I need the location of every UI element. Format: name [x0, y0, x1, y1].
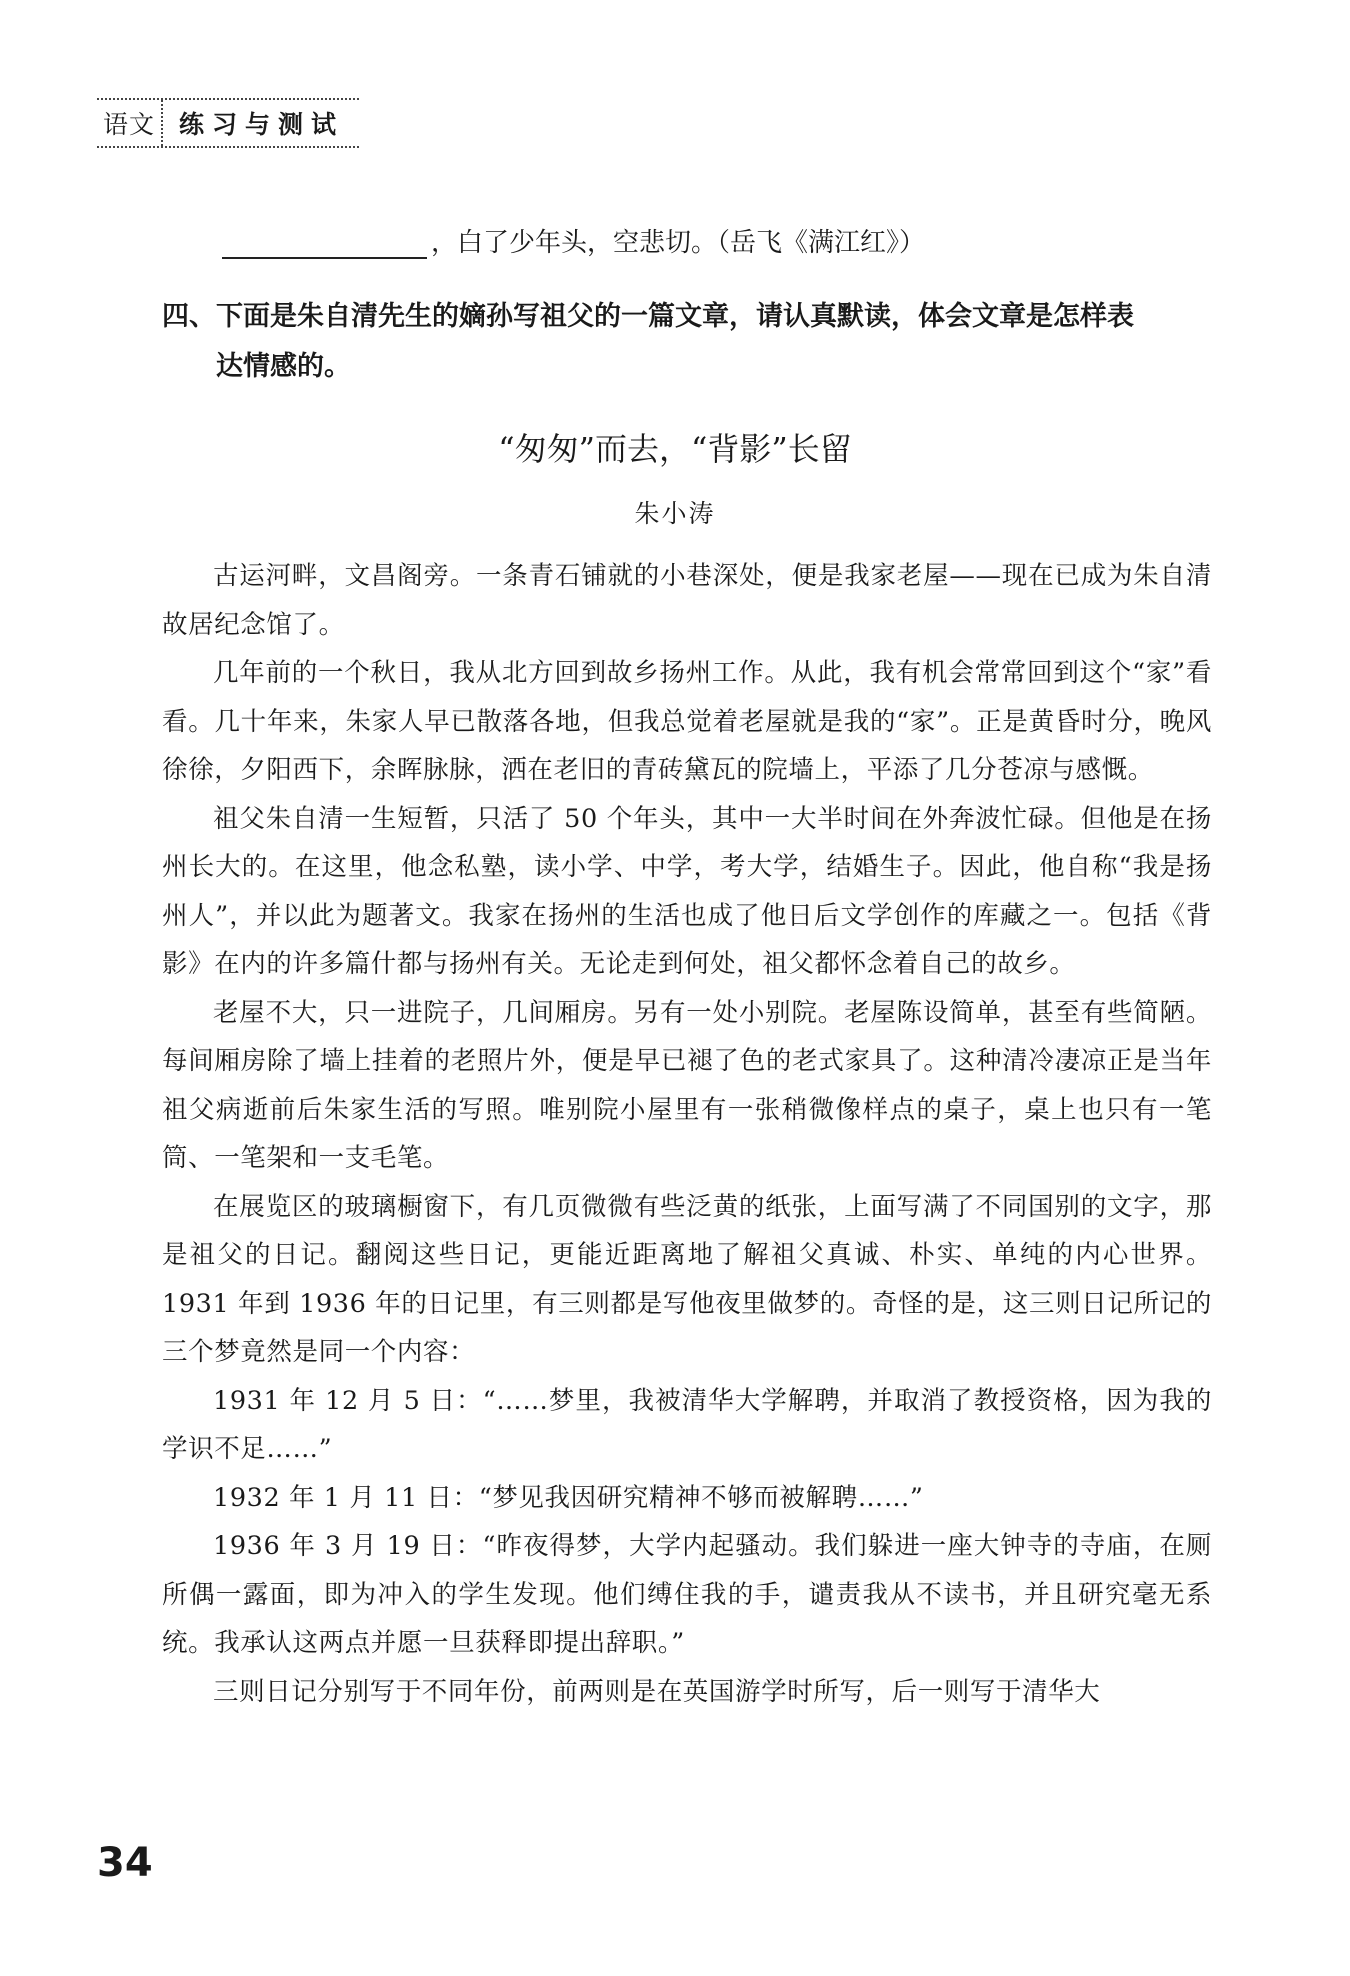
paragraph: 1936 年 3 月 19 日：“昨夜得梦，大学内起骚动。我们躲进一座大钟寺的寺庙，在厕所偶一露面，即为冲入的学生发现。他们缚住我的手，谴责我从不读书，并且研究毫无系统。我承认这两点并愿一旦获释即提出辞职。”: [162, 1531, 1212, 1658]
page-number: 34: [97, 1840, 153, 1886]
fill-in-blank[interactable]: [222, 229, 427, 259]
question-four: [162, 292, 1212, 392]
paragraph: 祖父朱自清一生短暂，只活了 50 个年头，其中一大半时间在外奔波忙碌。但他是在扬州长大的。在这里，他念私塾，读小学、中学，考大学，结婚生子。因此，他自称“我是扬州人”，并以此为题著文。我家在扬州的生活也成了他日后文学创作的库藏之一。包括《背影》在内的许多篇什都与扬州有关。无论走到何处，祖父都怀念着自己的故乡。: [162, 803, 1212, 979]
paragraph: 几年前的一个秋日，我从北方回到故乡扬州工作。从此，我有机会常常回到这个“家”看看。几十年来，朱家人早已散落各地，但我总觉着老屋就是我的“家”。正是黄昏时分，晚风徐徐，夕阳西下，余晖脉脉，洒在老旧的青砖黛瓦的院墙上，平添了几分苍凉与感慨。: [162, 658, 1212, 785]
article-title: “匆匆”而去，“背影”长留: [498, 430, 852, 468]
header-subject: 语文: [97, 100, 163, 146]
paragraph: 1932 年 1 月 11 日：“梦见我因研究精神不够而被解聘……”: [213, 1482, 924, 1513]
question-line-2: 达情感的。: [216, 351, 351, 382]
fill-in-text: ，白了少年头，空悲切。（岳飞《满江红》）: [431, 228, 926, 258]
paragraph: 古运河畔，文昌阁旁。一条青石铺就的小巷深处，便是我家老屋——现在已成为朱自清故居纪念馆了。: [162, 561, 1212, 640]
header-title: 练习与测试: [179, 110, 345, 139]
paragraph: 1931 年 12 月 5 日：“……梦里，我被清华大学解聘，并取消了教授资格，因为我的学识不足……”: [162, 1385, 1212, 1464]
paragraph: 三则日记分别写于不同年份，前两则是在英国游学时所写，后一则写于清华大: [213, 1676, 1101, 1707]
paragraph: 在展览区的玻璃橱窗下，有几页微微有些泛黄的纸张，上面写满了不同国别的文字，那是祖父的日记。翻阅这些日记，更能近距离地了解祖父真诚、朴实、单纯的内心世界。1931 年到 1936 年的日记里，有三则都是写他夜里做梦的。奇怪的是，这三则日记所记的三个梦竟然是同一个内容：: [162, 1191, 1212, 1367]
article-author: 朱小涛: [634, 499, 716, 528]
question-line-1: 四、下面是朱自清先生的嫡孙写祖父的一篇文章，请认真默读，体会文章是怎样表: [162, 301, 1134, 332]
article-body: [162, 552, 1212, 1716]
paragraph: 老屋不大，只一进院子，几间厢房。另有一处小别院。老屋陈设简单，甚至有些简陋。每间厢房除了墙上挂着的老照片外，便是早已褪了色的老式家具了。这种清冷凄凉正是当年祖父病逝前后朱家生活的写照。唯别院小屋里有一张稍微像样点的桌子，桌上也只有一笔筒、一笔架和一支毛笔。: [162, 997, 1212, 1173]
fill-in-line: [222, 222, 925, 259]
page-header: [97, 98, 359, 148]
